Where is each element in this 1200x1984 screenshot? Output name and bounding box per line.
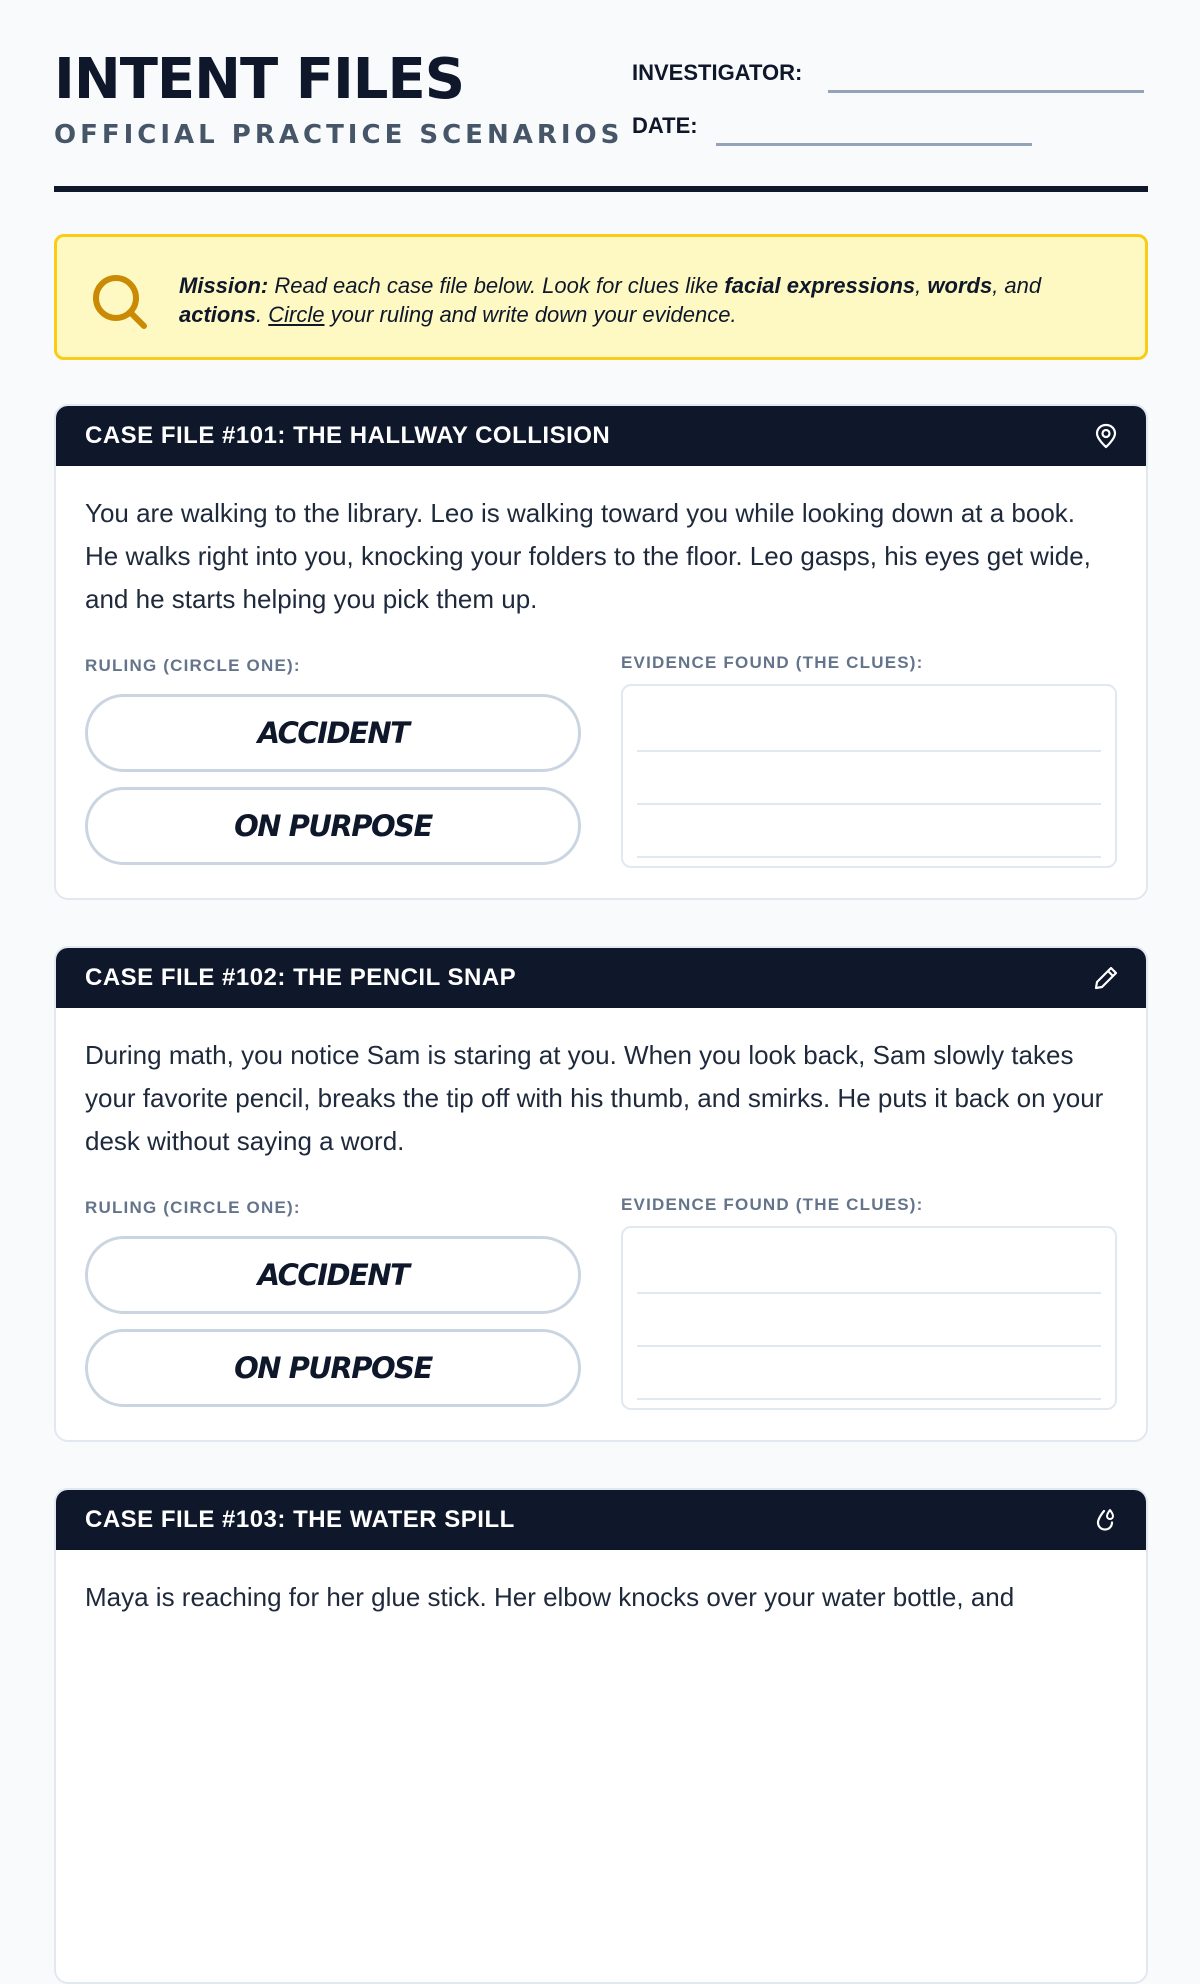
case-title: CASE FILE #101: THE HALLWAY COLLISION	[85, 422, 611, 449]
date-write-line[interactable]	[716, 143, 1032, 146]
evidence-line	[637, 856, 1101, 858]
investigator-write-line[interactable]	[828, 90, 1144, 93]
mission-text-part: , and	[992, 273, 1042, 298]
ruling-label: RULING (CIRCLE ONE):	[85, 1198, 301, 1217]
case-title: CASE FILE #103: THE WATER SPILL	[85, 1506, 515, 1533]
case-header	[56, 1490, 1146, 1550]
header-divider	[54, 186, 1148, 192]
page-subtitle: OFFICIAL PRACTICE SCENARIOS	[54, 120, 624, 150]
case-story: Maya is reaching for her glue stick. Her elbow knocks over your water bottle, and	[85, 1582, 1015, 1612]
clue-words: words	[927, 273, 993, 298]
mission-banner	[54, 234, 1148, 360]
case-header	[56, 948, 1146, 1008]
water-drop-icon	[1092, 1506, 1120, 1534]
ruling-option-accident[interactable]: ACCIDENT	[85, 1236, 581, 1314]
mission-text-part: ,	[915, 273, 928, 298]
location-pin-icon	[1092, 422, 1120, 450]
evidence-line	[637, 1345, 1101, 1347]
mission-text-part: your ruling and write down your evidence.	[324, 302, 737, 327]
evidence-line	[637, 803, 1101, 805]
evidence-line	[637, 750, 1101, 752]
evidence-line	[637, 1292, 1101, 1294]
worksheet-page	[54, 0, 1148, 1612]
date-label: DATE:	[632, 113, 698, 138]
case-file-101	[54, 404, 1148, 900]
evidence-write-box[interactable]	[621, 1226, 1117, 1410]
circle-word: Circle	[268, 302, 325, 327]
mission-text-part: Read each case file below. Look for clues like	[268, 273, 725, 298]
case-story: During math, you notice Sam is staring at you. When you look back, Sam slowly takes your favorite pencil, breaks the tip off with his thumb, and smirks. He puts it back on your desk without saying a word.	[85, 1040, 1104, 1156]
ruling-label: RULING (CIRCLE ONE):	[85, 656, 301, 675]
mission-text-part: .	[256, 302, 269, 327]
case-story: You are walking to the library. Leo is walking toward you while looking down at a book. He walks right into you, knocking your folders to the floor. Leo gasps, his eyes get wide, and he starts helping you pick them up.	[85, 498, 1091, 614]
evidence-label: EVIDENCE FOUND (THE CLUES):	[621, 1195, 924, 1214]
pencil-icon	[1092, 964, 1120, 992]
clue-facial-expressions: facial expressions	[724, 273, 916, 298]
mission-lead: Mission:	[179, 273, 269, 298]
evidence-write-box[interactable]	[621, 684, 1117, 868]
case-title: CASE FILE #102: THE PENCIL SNAP	[85, 964, 517, 991]
investigator-label: INVESTIGATOR:	[632, 60, 803, 85]
ruling-option-on-purpose[interactable]: ON PURPOSE	[85, 787, 581, 865]
evidence-label: EVIDENCE FOUND (THE CLUES):	[621, 653, 924, 672]
case-file-103	[54, 1488, 1148, 1984]
ruling-option-on-purpose[interactable]: ON PURPOSE	[85, 1329, 581, 1407]
case-header	[56, 406, 1146, 466]
evidence-line	[637, 1398, 1101, 1400]
clue-actions: actions	[179, 302, 257, 327]
mission-text	[179, 271, 1099, 329]
magnifier-icon	[89, 271, 151, 333]
page-title: INTENT FILES	[54, 47, 465, 112]
case-file-102	[54, 946, 1148, 1442]
ruling-option-accident[interactable]: ACCIDENT	[85, 694, 581, 772]
worksheet-header	[54, 0, 1148, 194]
